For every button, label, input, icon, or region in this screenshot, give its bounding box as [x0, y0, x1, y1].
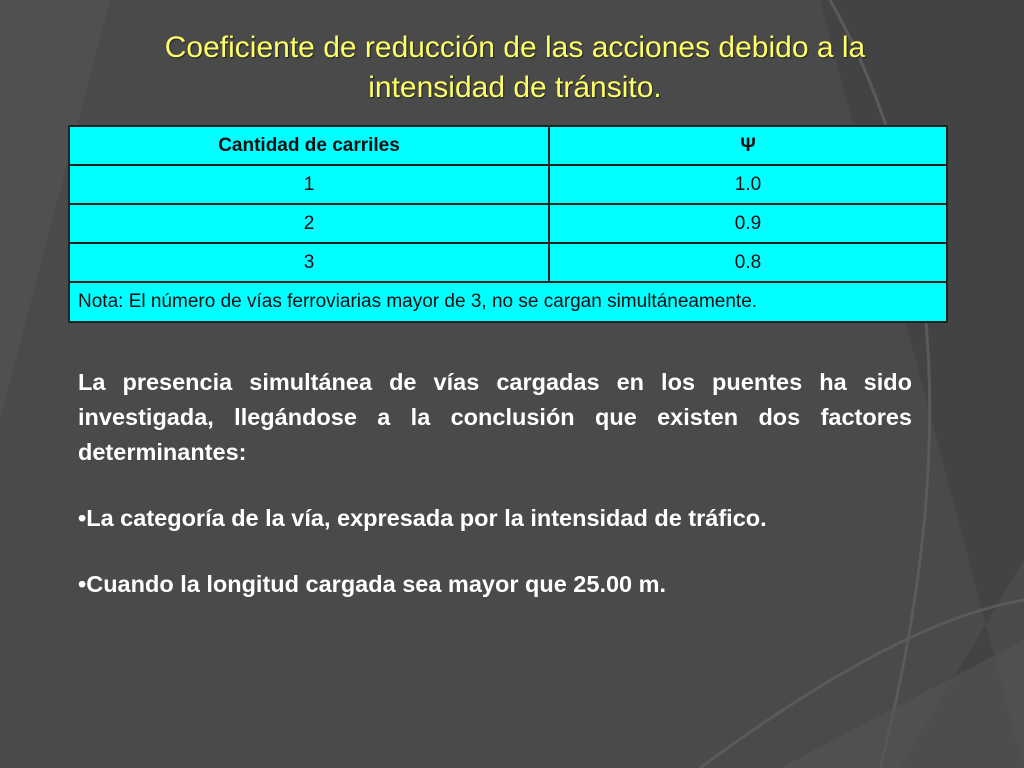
bullet-item: •Cuando la longitud cargada sea mayor que 25.00 m.	[78, 571, 667, 597]
slide-title-line-2: intensidad de tránsito.	[368, 71, 662, 104]
header-lanes: Cantidad de carriles	[69, 126, 549, 165]
table-note-row	[69, 282, 947, 322]
header-psi: Ψ	[549, 126, 947, 165]
table-row	[69, 243, 947, 282]
slide-title	[100, 28, 930, 108]
lanes-cell: 1	[69, 165, 549, 204]
table-row	[69, 204, 947, 243]
intro-paragraph: La presencia simultánea de vías cargadas en los puentes ha sido investigada, llegándose a la conclusión que existen dos factores determinantes:	[78, 369, 912, 465]
table-row	[69, 165, 947, 204]
psi-cell: 0.9	[549, 204, 947, 243]
table-header-row	[69, 126, 947, 165]
lanes-cell: 2	[69, 204, 549, 243]
reduction-table	[68, 125, 948, 323]
psi-cell: 0.8	[549, 243, 947, 282]
slide-title-line-1: Coeficiente de reducción de las acciones debido a la	[164, 31, 866, 64]
table-note: Nota: El número de vías ferroviarias mayor de 3, no se cargan simultáneamente.	[69, 282, 947, 322]
bullet-item: •La categoría de la vía, expresada por la intensidad de tráfico.	[78, 505, 767, 531]
lanes-cell: 3	[69, 243, 549, 282]
psi-cell: 1.0	[549, 165, 947, 204]
body-text	[78, 365, 912, 633]
